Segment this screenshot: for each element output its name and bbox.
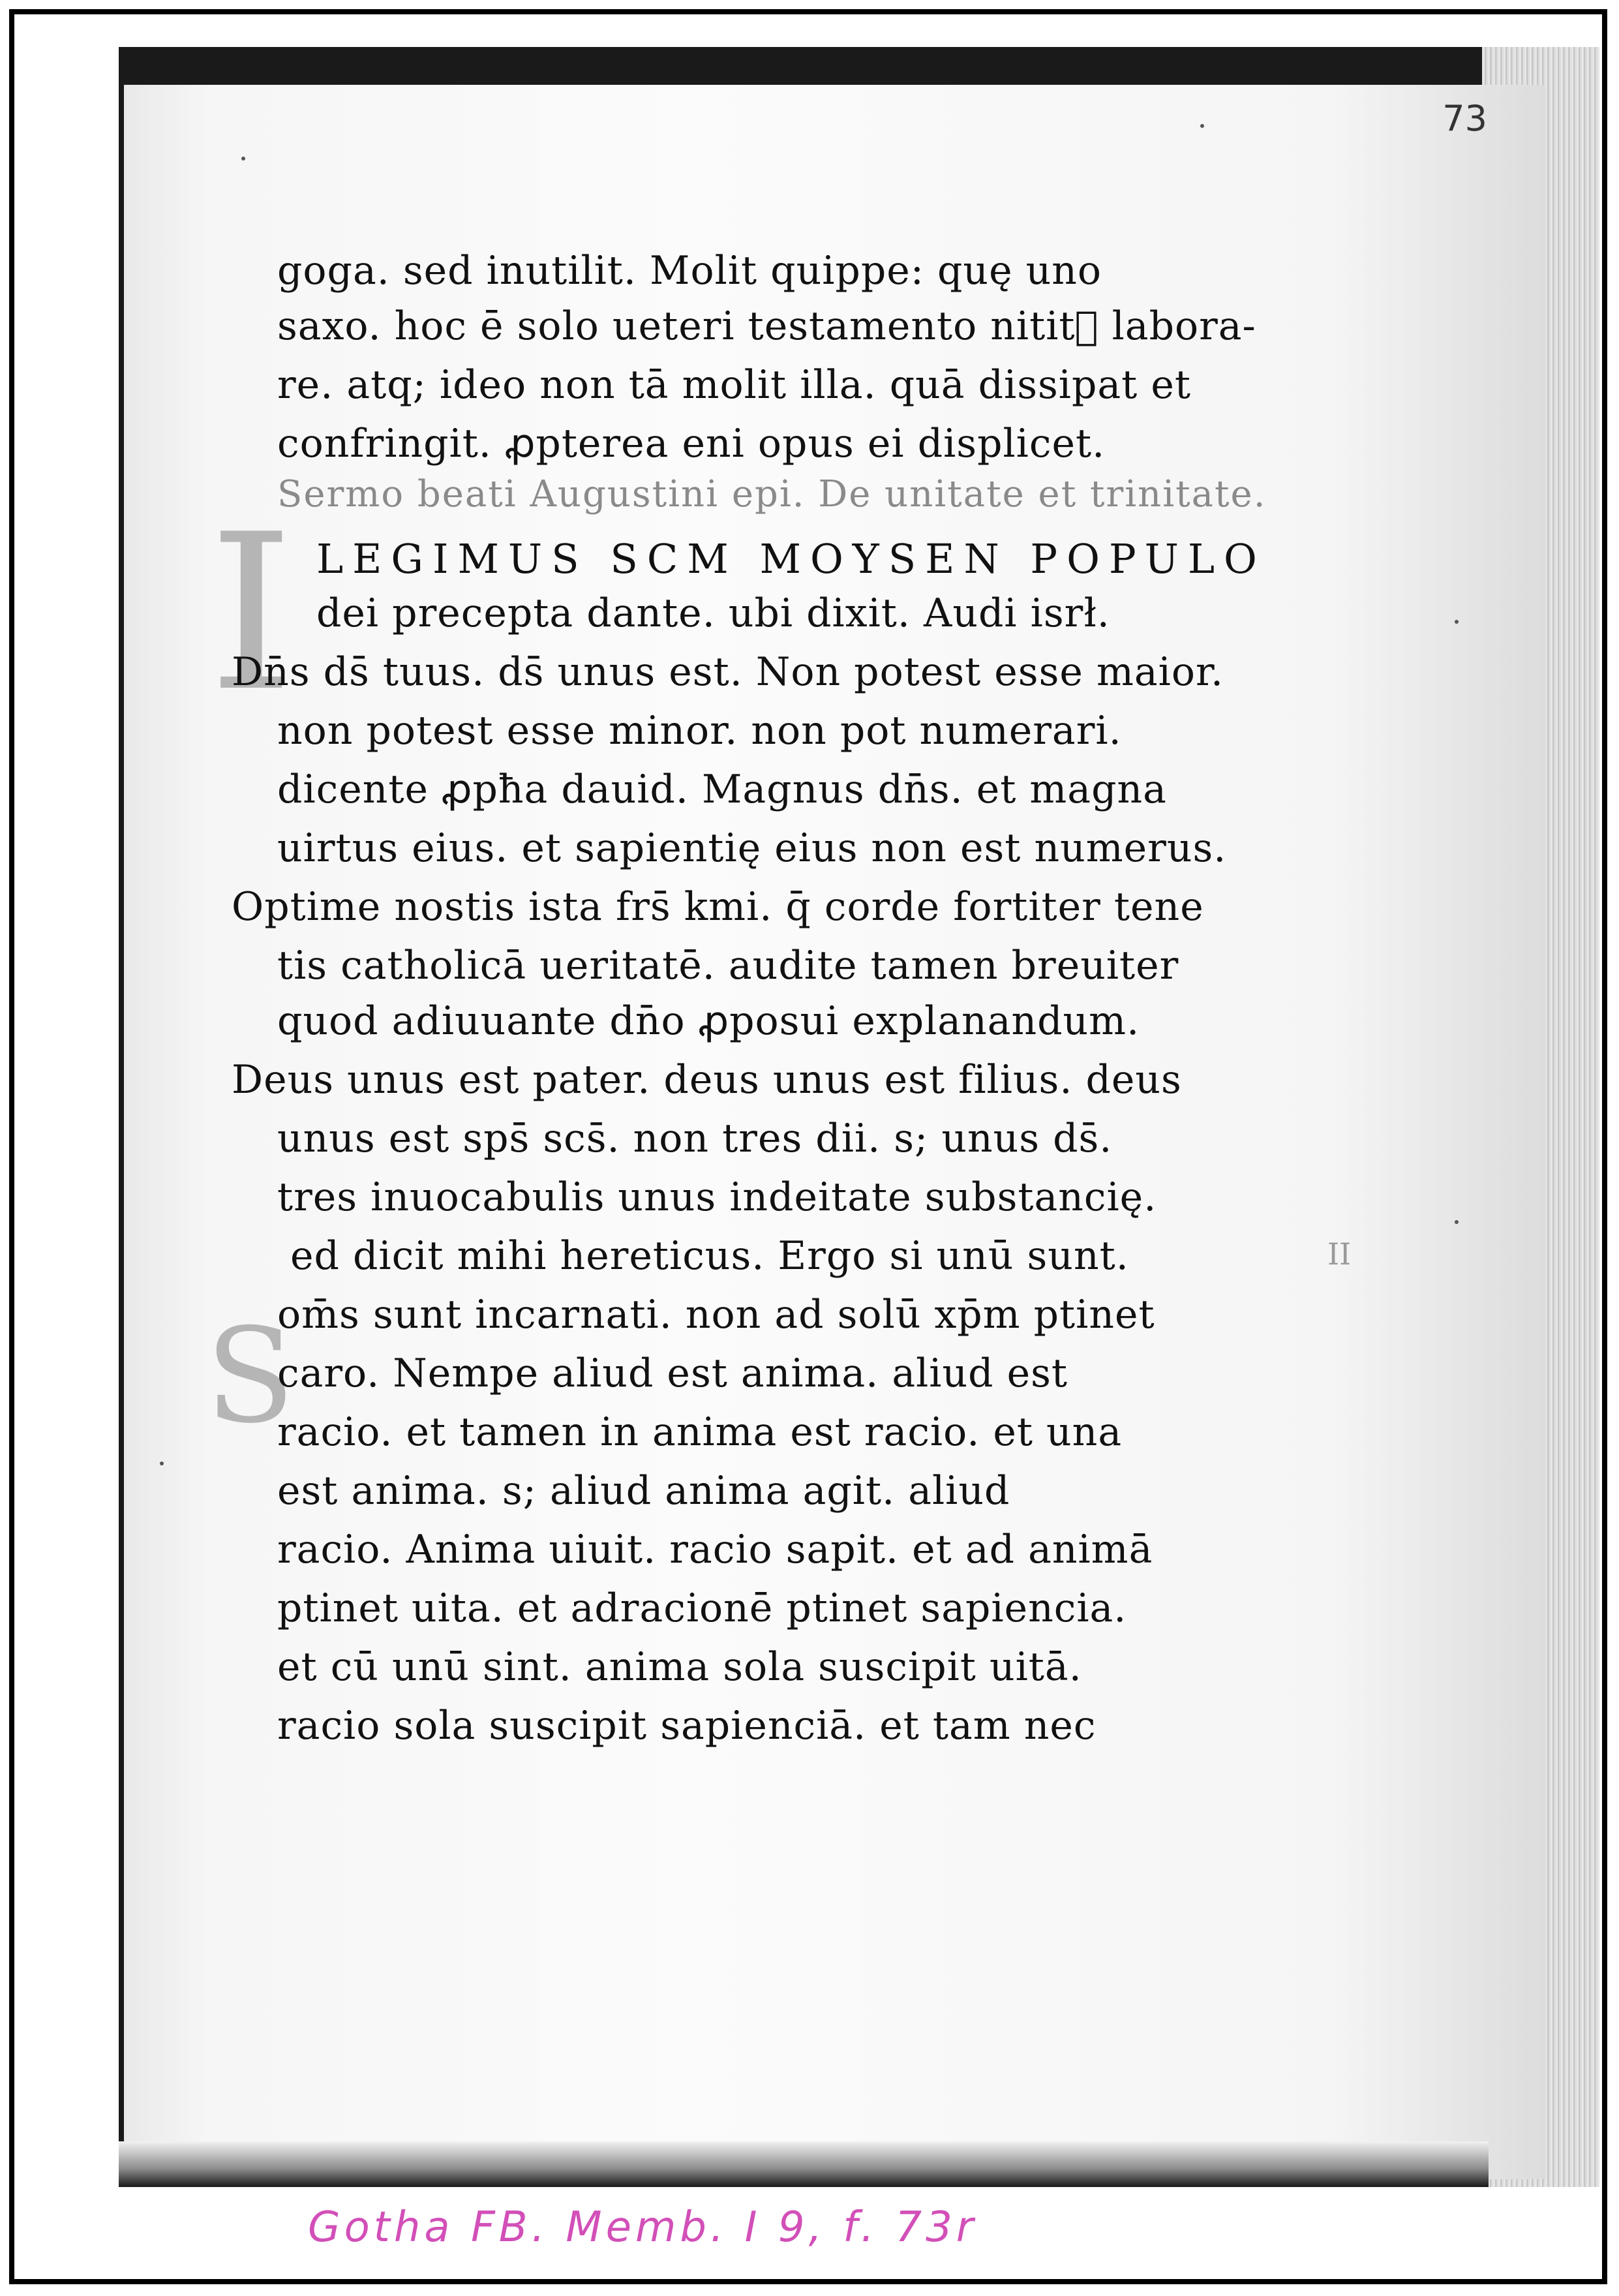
manuscript-line: goga. sed inutilit. Molit quippe: quę uno: [277, 248, 1102, 294]
manuscript-line: saxo. hoc ē solo ueteri testamento nititᷓ labora-: [277, 303, 1256, 349]
rubric-title: Sermo beati Augustini epi. De unitate et trinitate.: [277, 473, 1267, 515]
manuscript-line: est anima. s; aliud anima agit. aliud: [277, 1468, 1010, 1514]
photo-frame: [9, 9, 1607, 2284]
manuscript-photograph: [119, 47, 1599, 2187]
folio-number: 73: [1442, 98, 1487, 139]
decorated-initial-s: S: [205, 1300, 295, 1452]
manuscript-line: ed dicit mihi hereticus. Ergo si unū sunt.: [290, 1233, 1129, 1279]
manuscript-page: [124, 85, 1546, 2179]
manuscript-line: dicente ꝓpħa dauid. Magnus dn̄s. et magna: [277, 767, 1167, 812]
manuscript-line: om̄s sunt incarnati. non ad solū xp̄m ptinet: [277, 1292, 1155, 1338]
manuscript-line: re. atq; ideo non tā molit illa. quā dissipat et: [277, 362, 1191, 408]
ink-speck: [1455, 620, 1459, 624]
manuscript-line: Optime nostis ista frs̄ kmi. q̄ corde fortiter tene: [232, 884, 1204, 930]
manuscript-line: caro. Nempe aliud est anima. aliud est: [277, 1351, 1068, 1396]
ink-speck: [1455, 1220, 1459, 1224]
ink-speck: [241, 157, 245, 161]
manuscript-line: quod adiuuante dn̄o ꝓposui explanandum.: [277, 998, 1140, 1044]
ink-speck: [1200, 124, 1204, 128]
archive-caption: Gotha FB. Memb. I 9, f. 73r: [308, 2203, 978, 2252]
manuscript-line: racio. Anima uiuit. racio sapit. et ad animā: [277, 1527, 1153, 1572]
margin-number: II: [1327, 1236, 1352, 1272]
manuscript-line: Deus unus est pater. deus unus est filius. deus: [232, 1057, 1182, 1103]
manuscript-line: racio sola suscipit sapienciā. et tam nec: [277, 1703, 1097, 1749]
manuscript-line: LEGIMUS SCM MOYSEN POPULO: [316, 535, 1266, 583]
manuscript-line: unus est sps̄ scs̄. non tres dii. s; unus ds̄.: [277, 1116, 1113, 1161]
manuscript-line: tis catholicā ueritatē. audite tamen breuiter: [277, 943, 1179, 988]
page-bottom-shadow: [119, 2141, 1489, 2187]
manuscript-line: Dn̄s ds̄ tuus. ds̄ unus est. Non potest esse maior.: [232, 649, 1224, 695]
manuscript-line: tres inuocabulis unus indeitate substancię.: [277, 1174, 1157, 1220]
manuscript-line: confringit. ꝓpterea eni opus ei displicet.: [277, 421, 1106, 467]
manuscript-line: et cū unū sint. anima sola suscipit uitā.: [277, 1644, 1082, 1690]
manuscript-line: dei precepta dante. ubi dixit. Audi isrł.: [316, 590, 1110, 636]
manuscript-line: ptinet uita. et adracionē ptinet sapiencia.: [277, 1585, 1127, 1631]
manuscript-line: uirtus eius. et sapientię eius non est numerus.: [277, 825, 1227, 871]
manuscript-line: non potest esse minor. non pot numerari.: [277, 708, 1122, 754]
decorated-initial-i: I: [209, 488, 294, 739]
ink-speck: [160, 1462, 164, 1465]
manuscript-line: racio. et tamen in anima est racio. et una: [277, 1409, 1123, 1455]
